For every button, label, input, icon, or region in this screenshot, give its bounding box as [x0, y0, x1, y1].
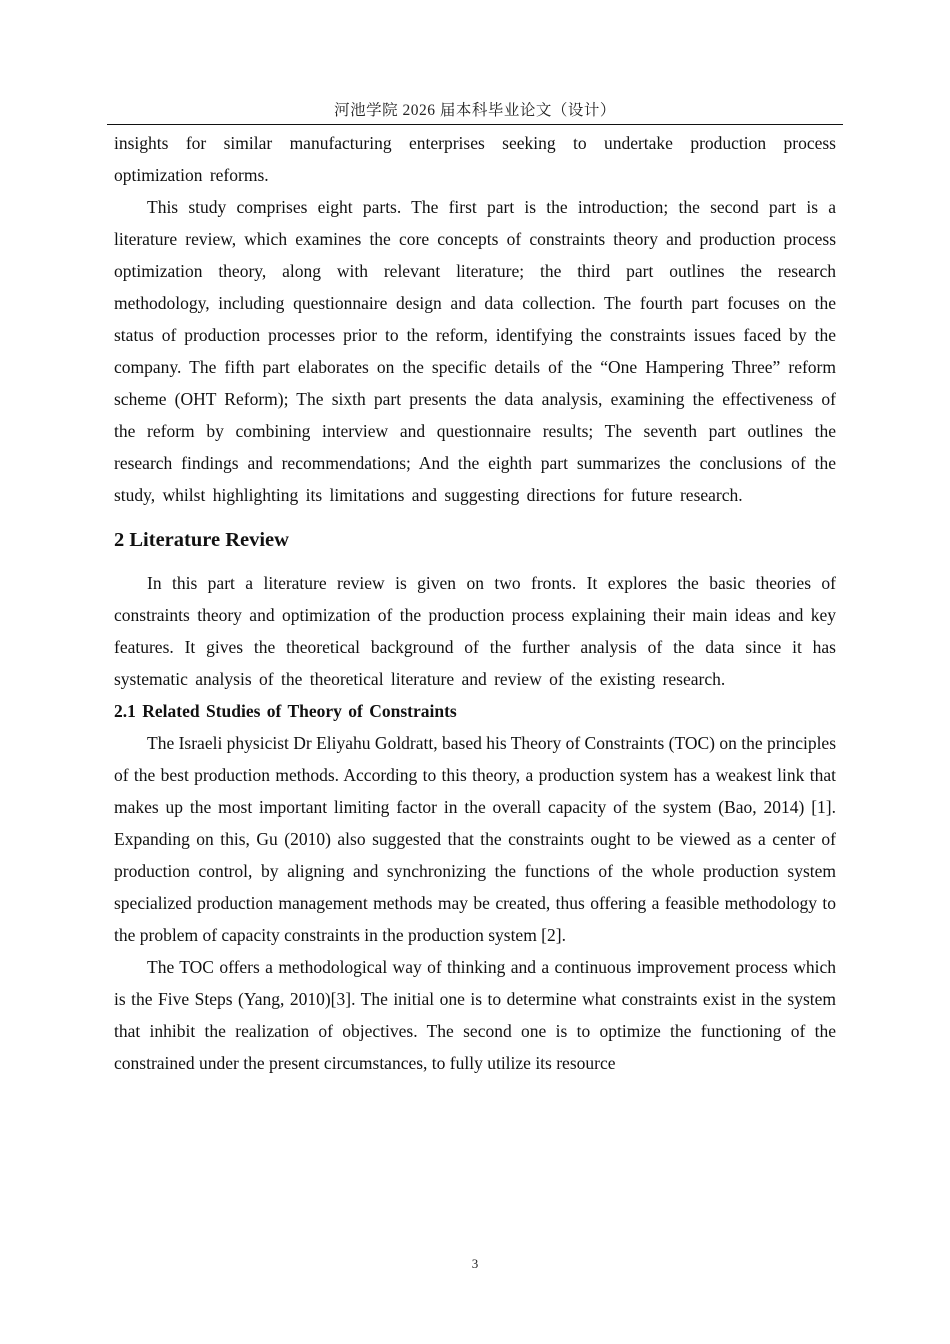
running-header: 河池学院 2026 届本科毕业论文（设计）: [334, 102, 616, 119]
paragraph-toc-goldratt: The Israeli physicist Dr Eliyahu Goldratt, based his Theory of Constraints (TOC) on the principles of the best production methods. According to this theory, a production system has a weakest link that makes up the most important limiting factor in the overall capacity of the system (Bao, 2014) [1]. Expanding on this, Gu (2010) also suggested that the constraints ought to be viewed as a center of production control, by aligning and synchronizing the functions of the whole production system specialized production management methods may be created, thus offering a feasible methodology to the problem of capacity constraints in the production system [2].: [114, 733, 837, 945]
header-divider: [107, 124, 843, 125]
paragraph-continuation: insights for similar manufacturing enterprises seeking to undertake production process optimization reforms.: [114, 133, 836, 185]
paragraph-study-structure: This study comprises eight parts. The first part is the introduction; the second part is a literature review, which examines the core concepts of constraints theory and production process optimization theory, along with relevant literature; the third part outlines the research methodology, including questionnaire design and data collection. The fourth part focuses on the status of production processes prior to the reform, identifying the constraints issues faced by the company. The fifth part elaborates on the specific details of the “One Hampering Three” reform scheme (OHT Reform); The sixth part presents the data analysis, examining the effectiveness of the reform by combining interview and questionnaire results; The seventh part outlines the research findings and recommendations; And the eighth part summarizes the conclusions of the study, whilst highlighting its limitations and suggesting directions for future research.: [114, 197, 836, 505]
paragraph-toc-five-steps: The TOC offers a methodological way of thinking and a continuous improvement process which is the Five Steps (Yang, 2010)[3]. The initial one is to determine what constraints exist in the system that inhibit the realization of objectives. The second one is to optimize the functioning of the constrained under the present circumstances, to fully utilize its resource: [114, 957, 836, 1073]
paragraph-literature-intro: In this part a literature review is given on two fronts. It explores the basic theories of constraints theory and optimization of the production process explaining their main ideas and key features. It gives the theoretical background of the further analysis of the data since it has systematic analysis of the theoretical literature and review of the existing research.: [114, 573, 836, 689]
page-number: 3: [471, 1256, 479, 1271]
subsection-heading-toc-studies: 2.1 Related Studies of Theory of Constraints: [114, 701, 457, 721]
section-heading-literature-review: 2 Literature Review: [114, 529, 289, 551]
page-body: [114, 127, 836, 1079]
